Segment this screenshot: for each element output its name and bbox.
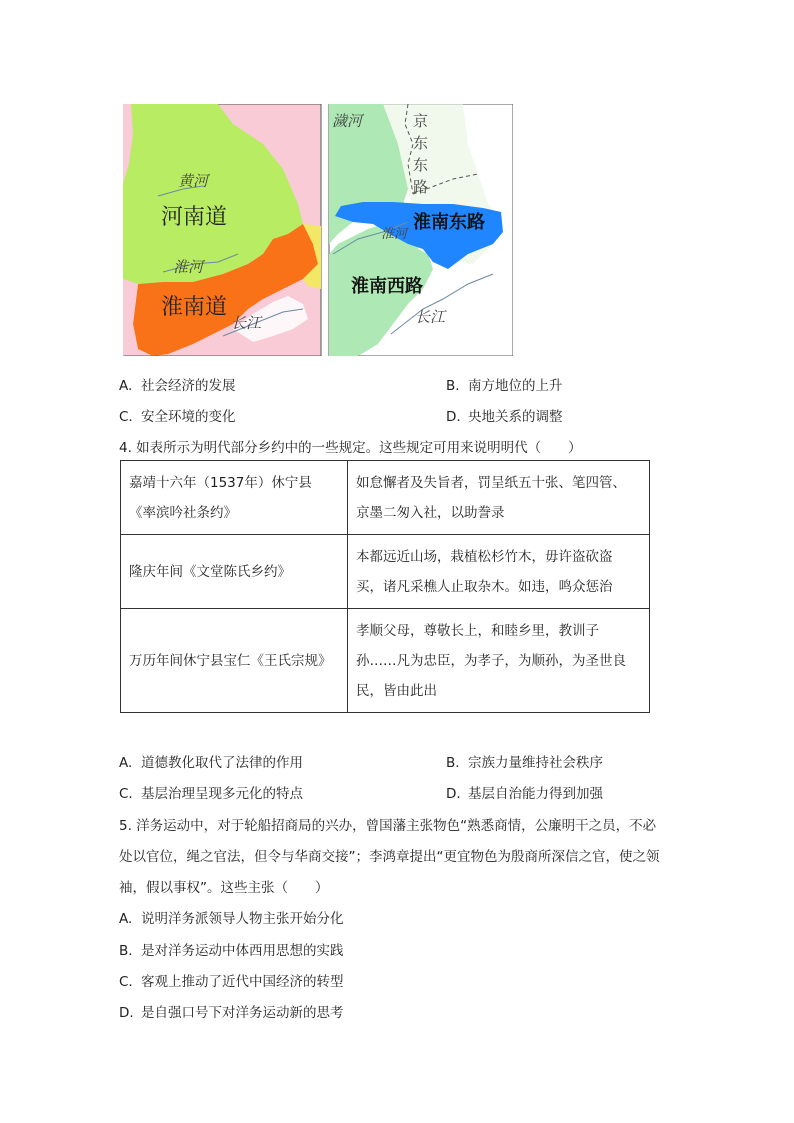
option-text: 是自强口号下对洋务运动新的思考: [141, 1005, 344, 1021]
cell-line: 买，诸凡采樵人止取杂木。如违，鸣众惩治: [356, 578, 613, 595]
q3-option-c[interactable]: [119, 405, 236, 425]
q3-option-b[interactable]: [446, 374, 563, 394]
cell-line: 万历年间休宁县宝仁《王氏宗规》: [129, 652, 332, 669]
table-row: [121, 535, 650, 609]
cell-line: 嘉靖十六年（1537年）休宁县: [129, 474, 312, 491]
q5-option-d[interactable]: [119, 1001, 344, 1021]
jingdonglu-char-2: 东: [413, 134, 429, 152]
table-cell-left: [121, 535, 348, 609]
q3-option-d[interactable]: [446, 405, 563, 425]
map-svg: [123, 104, 513, 356]
table-row: [121, 609, 650, 713]
huaihe-right-label: 淮河: [381, 227, 408, 242]
huainandonglu-label: 淮南东路: [413, 212, 485, 233]
option-key: B.: [119, 943, 133, 959]
option-key: B.: [446, 378, 460, 394]
cell-line: 《率滨吟社条约》: [129, 504, 237, 521]
q5-stem-line-3: 袖，假以事权”。这些主张（ ）: [119, 880, 329, 896]
option-key: D.: [446, 786, 461, 802]
cell-line: 隆庆年间《文堂陈氏乡约》: [129, 563, 291, 580]
henandao-label: 河南道: [161, 205, 228, 230]
huainandao-label: 淮南道: [161, 295, 228, 320]
q4-table: [120, 460, 650, 713]
option-key: A.: [119, 378, 133, 394]
option-key: C.: [119, 974, 133, 990]
option-key: D.: [119, 1005, 134, 1021]
q4-stem: 4. 如表所示为明代部分乡约中的一些规定。这些规定可用来说明明代（ ）: [119, 440, 582, 456]
option-key: A.: [119, 911, 133, 927]
table-cell-right: [348, 461, 650, 535]
option-text: 说明洋务派领导人物主张开始分化: [141, 911, 344, 927]
cell-line: 孙……凡为忠臣，为孝子，为顺孙，为圣世良: [356, 652, 626, 669]
table-cell-left: [121, 461, 348, 535]
option-text: 客观上推动了近代中国经济的转型: [141, 974, 344, 990]
cell-line: 孝顺父母，尊敬长上，和睦乡里，教训子: [356, 622, 599, 639]
table-row: [121, 461, 650, 535]
option-text: 基层自治能力得到加强: [468, 786, 603, 802]
changjiang-right-label: 长江: [415, 308, 446, 326]
cell-line: 京墨二匆入社，以助誊录: [356, 504, 505, 521]
cell-line: 民，皆由此出: [356, 682, 437, 699]
q4-option-b[interactable]: [446, 751, 603, 771]
option-text: 宗族力量维持社会秩序: [468, 755, 603, 771]
q5-stem-line-1: 5. 洋务运动中，对于轮船招商局的兴办，曾国藩主张物色“熟悉商情，公廉明干之员，不必: [119, 818, 657, 834]
option-text: 南方地位的上升: [468, 378, 563, 394]
q3-option-a[interactable]: [119, 374, 236, 394]
table-cell-right: [348, 535, 650, 609]
q4-option-d[interactable]: [446, 782, 603, 802]
q5-option-c[interactable]: [119, 970, 344, 990]
option-text: 基层治理呈现多元化的特点: [141, 786, 303, 802]
jingdonglu-char-4: 路: [413, 178, 429, 196]
option-key: C.: [119, 786, 133, 802]
huainanxilu-label: 淮南西路: [351, 276, 423, 297]
option-key: D.: [446, 409, 461, 425]
left-map: [123, 104, 321, 356]
changjiang-left-label: 长江: [231, 314, 262, 332]
option-key: C.: [119, 409, 133, 425]
jingdonglu-char-3: 东: [413, 156, 429, 174]
map-figure: [123, 104, 513, 356]
table-cell-right: [348, 609, 650, 713]
option-text: 安全环境的变化: [141, 409, 236, 425]
q5-option-a[interactable]: [119, 907, 344, 927]
huaihe-left-label: 淮河: [173, 258, 204, 276]
q4-option-a[interactable]: [119, 751, 303, 771]
option-key: A.: [119, 755, 133, 771]
right-map: [329, 104, 513, 356]
q5-option-b[interactable]: [119, 939, 344, 959]
huanghe-label: 黄河: [178, 172, 209, 190]
option-key: B.: [446, 755, 460, 771]
jingdonglu-char-1: 京: [413, 112, 429, 130]
table-cell-left: [121, 609, 348, 713]
option-text: 央地关系的调整: [468, 409, 563, 425]
weihe-label: 濊河: [332, 112, 363, 130]
cell-line: 本都远近山场，栽植松杉竹木，毋许盗砍盗: [356, 548, 613, 565]
q4-option-c[interactable]: [119, 782, 303, 802]
cell-line: 如怠懈者及失旨者，罚呈纸五十张、笔四管、: [356, 474, 626, 491]
option-text: 道德教化取代了法律的作用: [141, 755, 303, 771]
option-text: 社会经济的发展: [141, 378, 236, 394]
option-text: 是对洋务运动中体西用思想的实践: [141, 943, 344, 959]
q5-stem-line-2: 处以官位，绳之官法，但令与华商交接”；李鸿章提出“更宜物色为殷商所深信之官，使之领: [119, 849, 660, 865]
